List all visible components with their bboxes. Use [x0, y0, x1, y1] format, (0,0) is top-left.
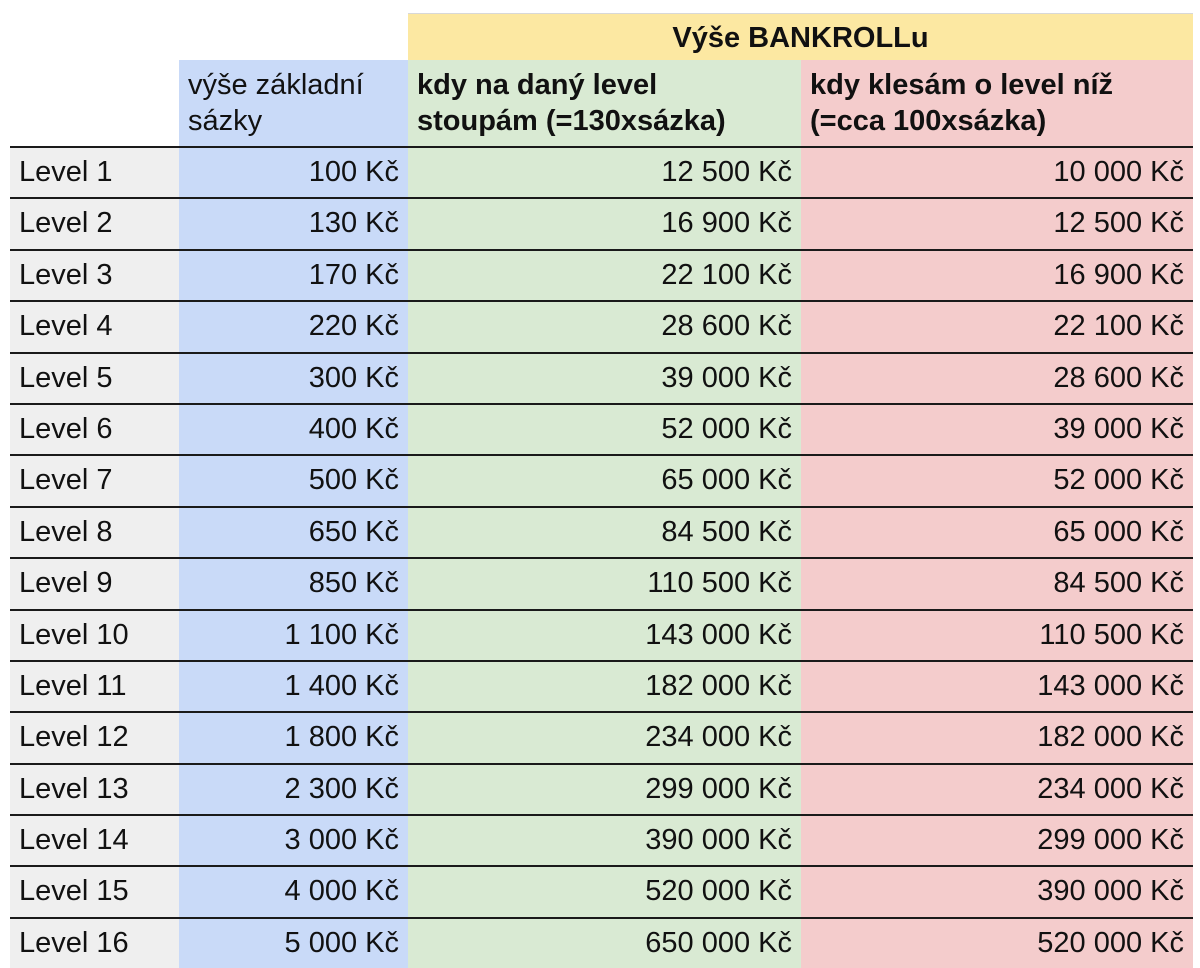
level-up-cell: 39 000 Kč — [408, 354, 801, 403]
table-row — [10, 814, 1193, 865]
base-bet-header-line: sázky — [188, 105, 263, 137]
table-row — [10, 609, 1193, 660]
level-cell: Level 12 — [10, 713, 179, 762]
level-up-cell: 28 600 Kč — [408, 302, 801, 351]
level-up-cell: 16 900 Kč — [408, 199, 801, 248]
level-cell: Level 13 — [10, 765, 179, 814]
base-bet-cell: 650 Kč — [179, 508, 408, 557]
table-row — [10, 197, 1193, 248]
level-cell: Level 1 — [10, 148, 179, 197]
group-header-row — [10, 13, 1193, 60]
level-down-cell: 12 500 Kč — [801, 199, 1193, 248]
table-row — [10, 660, 1193, 711]
base-bet-cell: 850 Kč — [179, 559, 408, 608]
level-cell: Level 15 — [10, 867, 179, 916]
table-row — [10, 711, 1193, 762]
base-bet-cell: 100 Kč — [179, 148, 408, 197]
base-bet-cell: 4 000 Kč — [179, 867, 408, 916]
level-cell: Level 2 — [10, 199, 179, 248]
level-up-header-line: stoupám (=130xsázka) — [417, 105, 726, 137]
level-cell: Level 7 — [10, 456, 179, 505]
level-down-cell: 182 000 Kč — [801, 713, 1193, 762]
level-cell: Level 8 — [10, 508, 179, 557]
base-bet-cell: 500 Kč — [179, 456, 408, 505]
level-cell: Level 9 — [10, 559, 179, 608]
level-up-cell: 234 000 Kč — [408, 713, 801, 762]
level-cell: Level 10 — [10, 611, 179, 660]
level-cell: Level 5 — [10, 354, 179, 403]
level-down-cell: 520 000 Kč — [801, 919, 1193, 968]
level-column-header — [10, 60, 179, 146]
base-bet-cell: 3 000 Kč — [179, 816, 408, 865]
level-up-cell: 65 000 Kč — [408, 456, 801, 505]
bankroll-group-header: Výše BANKROLLu — [408, 13, 1193, 61]
level-down-cell: 22 100 Kč — [801, 302, 1193, 351]
level-up-column-header — [408, 60, 801, 146]
table-row — [10, 300, 1193, 351]
table-row — [10, 249, 1193, 300]
base-bet-cell: 220 Kč — [179, 302, 408, 351]
level-down-cell: 390 000 Kč — [801, 867, 1193, 916]
table-row — [10, 506, 1193, 557]
table-row — [10, 763, 1193, 814]
level-cell: Level 3 — [10, 251, 179, 300]
base-bet-header-line: výše základní — [188, 69, 364, 101]
level-down-cell: 110 500 Kč — [801, 611, 1193, 660]
level-down-cell: 299 000 Kč — [801, 816, 1193, 865]
base-bet-cell: 300 Kč — [179, 354, 408, 403]
level-cell: Level 6 — [10, 405, 179, 454]
base-bet-cell: 1 400 Kč — [179, 662, 408, 711]
level-up-cell: 84 500 Kč — [408, 508, 801, 557]
level-down-header-line: (=cca 100xsázka) — [810, 105, 1047, 137]
level-up-header-line: kdy na daný level — [417, 69, 658, 101]
table-row — [10, 865, 1193, 916]
level-down-cell: 52 000 Kč — [801, 456, 1193, 505]
level-cell: Level 16 — [10, 919, 179, 968]
empty-header-cell — [10, 13, 408, 60]
level-down-cell: 84 500 Kč — [801, 559, 1193, 608]
table-row — [10, 454, 1193, 505]
level-up-cell: 22 100 Kč — [408, 251, 801, 300]
base-bet-column-header — [179, 60, 408, 146]
level-up-cell: 390 000 Kč — [408, 816, 801, 865]
base-bet-cell: 1 800 Kč — [179, 713, 408, 762]
level-up-cell: 143 000 Kč — [408, 611, 801, 660]
bankroll-table — [10, 13, 1193, 968]
table-row — [10, 403, 1193, 454]
table-row — [10, 557, 1193, 608]
level-down-cell: 16 900 Kč — [801, 251, 1193, 300]
level-up-cell: 650 000 Kč — [408, 919, 801, 968]
level-down-cell: 65 000 Kč — [801, 508, 1193, 557]
table-row — [10, 917, 1193, 968]
base-bet-cell: 5 000 Kč — [179, 919, 408, 968]
level-up-cell: 520 000 Kč — [408, 867, 801, 916]
level-up-cell: 110 500 Kč — [408, 559, 801, 608]
base-bet-cell: 130 Kč — [179, 199, 408, 248]
level-down-header-line: kdy klesám o level níž — [810, 69, 1114, 101]
level-up-cell: 12 500 Kč — [408, 148, 801, 197]
level-up-cell: 52 000 Kč — [408, 405, 801, 454]
level-down-cell: 234 000 Kč — [801, 765, 1193, 814]
level-down-cell: 28 600 Kč — [801, 354, 1193, 403]
table-row — [10, 146, 1193, 197]
base-bet-cell: 170 Kč — [179, 251, 408, 300]
base-bet-cell: 2 300 Kč — [179, 765, 408, 814]
level-cell: Level 11 — [10, 662, 179, 711]
base-bet-cell: 400 Kč — [179, 405, 408, 454]
level-down-cell: 10 000 Kč — [801, 148, 1193, 197]
base-bet-cell: 1 100 Kč — [179, 611, 408, 660]
level-down-cell: 39 000 Kč — [801, 405, 1193, 454]
level-cell: Level 14 — [10, 816, 179, 865]
column-header-row — [10, 60, 1193, 146]
level-down-cell: 143 000 Kč — [801, 662, 1193, 711]
table-row — [10, 352, 1193, 403]
level-up-cell: 299 000 Kč — [408, 765, 801, 814]
level-cell: Level 4 — [10, 302, 179, 351]
level-up-cell: 182 000 Kč — [408, 662, 801, 711]
level-down-column-header — [801, 60, 1193, 146]
